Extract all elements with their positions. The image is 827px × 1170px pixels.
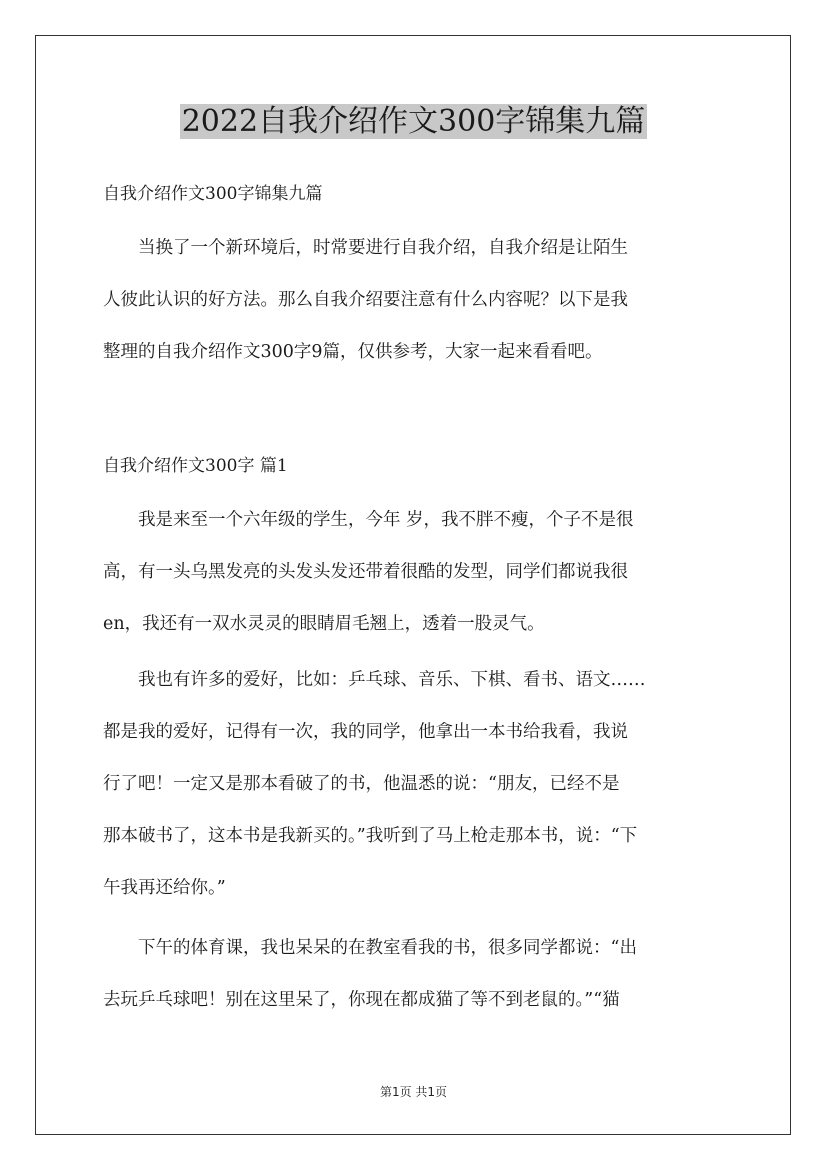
paragraph-line: 我是来至一个六年级的学生，今年 岁，我不胖不瘦，个子不是很 (138, 510, 634, 530)
paragraph-line: 那本破书了，这本书是我新买的。”我听到了马上枪走那本书，说：“下 (103, 826, 638, 846)
section-heading: 自我介绍作文300字 篇1 (103, 456, 288, 476)
paragraph-line: 高，有一头乌黑发亮的头发头发还带着很酷的发型，同学们都说我很 (103, 562, 628, 582)
paragraph-line: 下午的体育课，我也呆呆的在教室看我的书，很多同学都说：“出 (138, 938, 637, 958)
paragraph-line: 我也有许多的爱好，比如：乒乓球、音乐、下棋、看书、语文…… (138, 670, 646, 690)
intro-line: 人彼此认识的好方法。那么自我介绍要注意有什么内容呢？以下是我 (103, 290, 628, 310)
intro-line: 整理的自我介绍作文300字9篇，仅供参考，大家一起来看看吧。 (103, 342, 603, 362)
paragraph-line: 午我再还给你。” (103, 878, 226, 898)
intro-paragraph (103, 222, 726, 378)
paragraph-line: 去玩乒乓球吧！别在这里呆了，你现在都成猫了等不到老鼠的。”“猫 (103, 990, 620, 1010)
document-subtitle: 自我介绍作文300字锦集九篇 (103, 184, 323, 204)
paragraph-line: 行了吧！一定又是那本看破了的书，他温悉的说：“朋友，已经不是 (103, 774, 620, 794)
document-title (0, 100, 827, 144)
document-title-text: 2022自我介绍作文300字锦集九篇 (181, 104, 646, 139)
intro-line: 当换了一个新环境后，时常要进行自我介绍，自我介绍是让陌生 (138, 238, 628, 258)
paragraph-3 (103, 922, 726, 1026)
paragraph-line: 都是我的爱好，记得有一次，我的同学，他拿出一本书给我看，我说 (103, 722, 628, 742)
paragraph-line: en，我还有一双水灵灵的眼睛眉毛翘上，透着一股灵气。 (103, 614, 545, 634)
paragraph-1 (103, 494, 726, 650)
paragraph-2 (103, 654, 726, 914)
page-footer: 第1页 共1页 (379, 1085, 448, 1099)
